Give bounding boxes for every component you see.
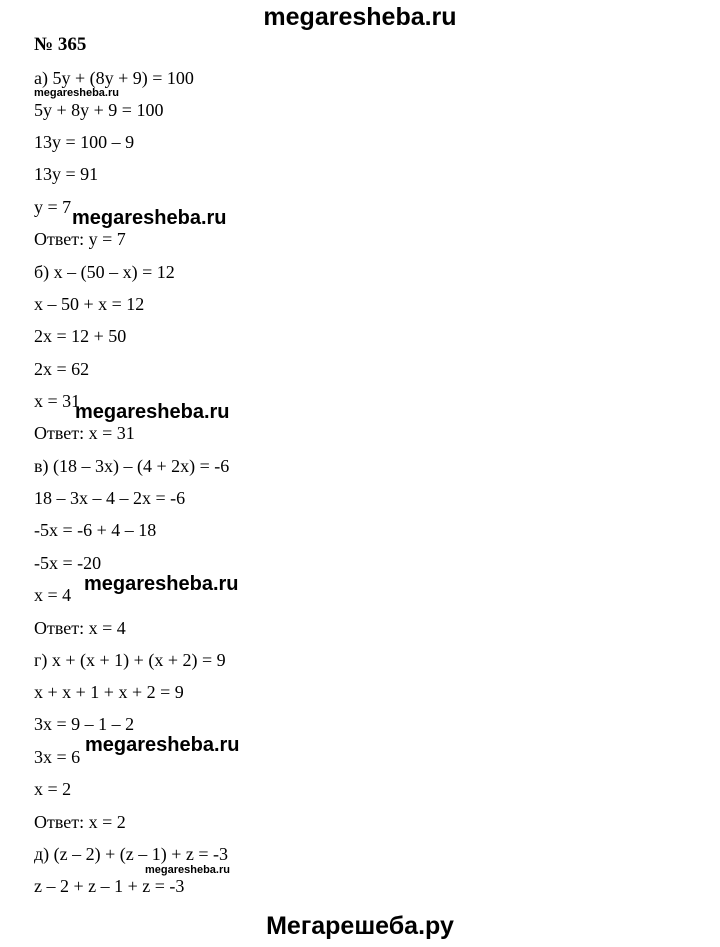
problem-number: № 365	[34, 34, 87, 55]
watermark: megaresheba.ru	[75, 401, 230, 423]
solution-line: 18 – 3x – 4 – 2x = -6	[34, 488, 186, 508]
solution-line-g-equation: г) x + (x + 1) + (x + 2) = 9	[34, 650, 226, 670]
solution-line: x = 4	[34, 585, 72, 605]
solution-line-b-equation: б) x – (50 – x) = 12	[34, 262, 175, 282]
solution-line: 13y = 91	[34, 164, 99, 184]
solution-line: x + x + 1 + x + 2 = 9	[34, 682, 184, 702]
watermark: megaresheba.ru	[34, 87, 119, 99]
solution-line: 5y + 8y + 9 = 100	[34, 100, 164, 120]
solution-line: 2x = 62	[34, 359, 90, 379]
solution-line: -5x = -20	[34, 553, 102, 573]
solution-line: y = 7	[34, 197, 72, 217]
solution-line: z – 2 + z – 1 + z = -3	[34, 876, 185, 896]
solution-line: 3x = 9 – 1 – 2	[34, 714, 135, 734]
site-footer: Мегарешеба.ру	[266, 912, 454, 940]
watermark: megaresheba.ru	[72, 207, 227, 229]
answer-line-b: Ответ: x = 31	[34, 423, 135, 443]
solution-line: -5x = -6 + 4 – 18	[34, 520, 157, 540]
solution-line: 3x = 6	[34, 747, 81, 767]
solution-line: x = 2	[34, 779, 72, 799]
site-header: megaresheba.ru	[263, 3, 457, 31]
solution-line: x – 50 + x = 12	[34, 294, 145, 314]
answer-line-v: Ответ: x = 4	[34, 618, 126, 638]
solution-line: 13y = 100 – 9	[34, 132, 135, 152]
solution-line-d-equation: д) (z – 2) + (z – 1) + z = -3	[34, 844, 229, 864]
answer-line-g: Ответ: x = 2	[34, 812, 126, 832]
answer-line-a: Ответ: y = 7	[34, 229, 126, 249]
solution-line-a-equation: а) 5y + (8y + 9) = 100	[34, 68, 194, 88]
solution-line: x = 31	[34, 391, 81, 411]
watermark: megaresheba.ru	[145, 864, 230, 876]
watermark: megaresheba.ru	[85, 734, 240, 756]
solution-line: 2x = 12 + 50	[34, 326, 127, 346]
solution-line-v-equation: в) (18 – 3x) – (4 + 2x) = -6	[34, 456, 230, 476]
watermark: megaresheba.ru	[84, 573, 239, 595]
